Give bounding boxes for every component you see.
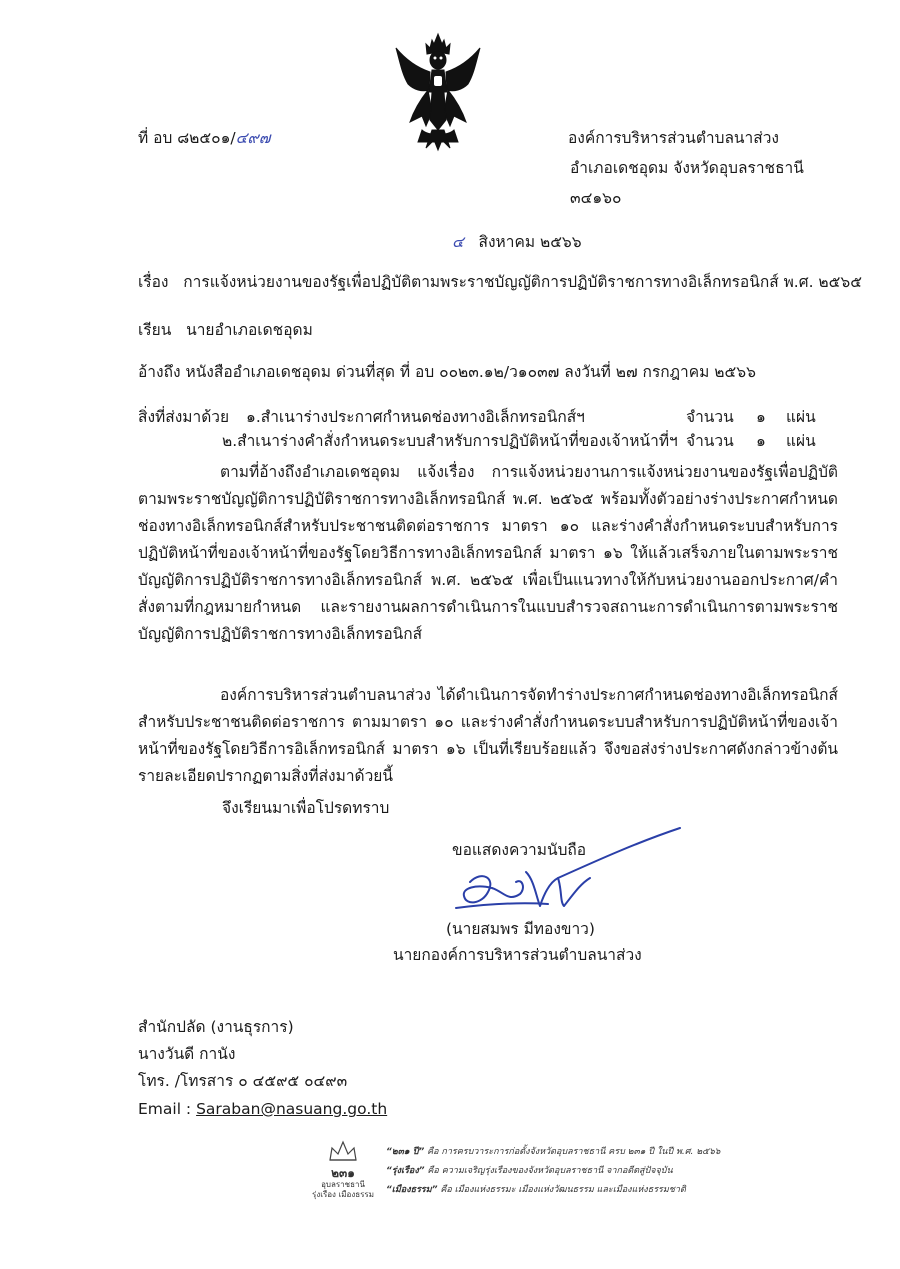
enclosure-item-2: ๒.สำเนาร่างคำสั่งกำหนดระบบสำหรับการปฏิบัติหน้าที่ของเจ้าหน้าที่ฯ — [222, 432, 678, 450]
footer-crown-icon — [326, 1140, 360, 1162]
enclosure-qty-label-2: จำนวน — [686, 432, 734, 450]
footer-logo-number: ๒๓๑ — [331, 1166, 355, 1180]
footer-logo — [308, 1140, 378, 1212]
org-address: อำเภอเดชอุดม จังหวัดอุบลราชธานี — [570, 159, 804, 177]
enclosure-unit-1: แผ่น — [786, 408, 816, 426]
reference-number-handwritten: ๔๙๗ — [235, 129, 271, 147]
letter-date — [452, 232, 582, 253]
contact-email-line — [138, 1099, 387, 1120]
recipient-line — [138, 320, 313, 341]
enclosure-unit-2: แผ่น — [786, 432, 816, 450]
footer-note-desc: คือ เมืองแห่งธรรมะ เมืองแห่งวัฒนธรรม และเมืองแห่งธรรมชาติ — [440, 1185, 686, 1195]
subject-line — [138, 272, 862, 293]
footer-note-term: “๒๓๑ ปี” — [386, 1147, 425, 1157]
enclosure-qty-label-1: จำนวน — [686, 408, 734, 426]
body-paragraph-1 — [138, 459, 838, 648]
footer-note-2 — [386, 1162, 720, 1181]
body-paragraph-1-text: ตามที่อ้างถึงอำเภอเดชอุดม แจ้งเรื่อง การแจ้งหน่วยงานการแจ้งหน่วยงานของรัฐเพื่อปฏิบัติตามพระราชบัญญัติการปฏิบัติราชการทางอิเล็กทรอนิกส์ พ.ศ. ๒๕๖๕ พร้อมทั้งตัวอย่างร่างประกาศกำหนดช่องทางอิเล็กทรอนิกส์สำหรับประชาชนติดต่อราชการ มาตรา ๑๐ และร่างคำสั่งกำหนดระบบสำหรับการปฏิบัติหน้าที่ของเจ้าหน้าที่ของรัฐโดยวิธีการทางอิเล็กทรอนิกส์ มาตรา ๑๖ ให้แล้วเสร็จภายในตามพระราชบัญญัติการปฏิบัติราชการทางอิเล็กทรอนิกส์ พ.ศ. ๒๕๖๕ เพื่อเป็นแนวทางให้กับหน่วยงานออกประกาศ/คำสั่งตามที่กฎหมายกำหนด และรายงานผลการดำเนินการในแบบสำรวจสถานะการดำเนินการตามพระราชบัญญัติการปฏิบัติราชการทางอิเล็กทรอนิกส์ — [138, 463, 838, 643]
closing-request: จึงเรียนมาเพื่อโปรดทราบ — [222, 799, 390, 817]
reference-number-printed: ที่ อบ ๘๒๕๐๑/ — [138, 129, 236, 147]
contact-phone: โทร. /โทรสาร ๐ ๔๕๙๕ ๐๔๙๓ — [138, 1072, 348, 1090]
footer-logo-line-1: อุบลราชธานี — [321, 1180, 365, 1189]
footer-note-desc: คือ การครบวาระการก่อตั้งจังหวัดอุบลราชธานี ครบ ๒๓๑ ปี ในปี พ.ศ. ๒๕๖๖ — [427, 1147, 721, 1157]
footer-logo-line-2: รุ่งเรือง เมืองธรรม — [312, 1190, 374, 1199]
enclosure-qty-1: ๑ — [756, 408, 766, 426]
enclosures-label: สิ่งที่ส่งมาด้วย — [138, 408, 230, 426]
reference-number — [138, 128, 270, 149]
body-paragraph-2 — [138, 682, 838, 790]
signatory-position: นายกองค์การบริหารส่วนตำบลนาส่วง — [393, 946, 642, 964]
date-day-handwritten: ๔ — [452, 233, 464, 251]
salutation: ขอแสดงความนับถือ — [452, 841, 587, 859]
org-postcode: ๓๔๑๖๐ — [570, 189, 622, 207]
footer-note-desc: คือ ความเจริญรุ่งเรืองของจังหวัดอุบลราชธานี จากอดีตสู่ปัจจุบัน — [427, 1166, 673, 1176]
handwritten-signature-icon — [448, 820, 688, 930]
contact-office: สำนักปลัด (งานธุรการ) — [138, 1018, 294, 1036]
reference-line — [138, 362, 756, 383]
subject-label: เรื่อง — [138, 273, 169, 291]
reference-label: อ้างถึง — [138, 363, 181, 381]
footer-notes — [386, 1143, 720, 1200]
date-month-year: สิงหาคม ๒๕๖๖ — [478, 233, 582, 251]
footer-note-1 — [386, 1143, 720, 1162]
recipient-label: เรียน — [138, 321, 172, 339]
recipient-text: นายอำเภอเดชอุดม — [186, 321, 313, 339]
enclosure-qty-2: ๑ — [756, 432, 766, 450]
email-label: Email : — [138, 1100, 192, 1118]
reference-text: หนังสืออำเภอเดชอุดม ด่วนที่สุด ที่ อบ ๐๐๒๓.๑๒/ว๑๐๓๗ ลงวันที่ ๒๗ กรกฎาคม ๒๕๖๖ — [185, 363, 756, 381]
signatory-name: (นายสมพร มีทองขาว) — [446, 920, 595, 938]
garuda-emblem-icon — [392, 30, 484, 152]
body-paragraph-2-text: องค์การบริหารส่วนตำบลนาส่วง ได้ดำเนินการจัดทำร่างประกาศกำหนดช่องทางอิเล็กทรอนิกส์สำหรับประชาชนติดต่อราชการ ตามมาตรา ๑๐ และร่างคำสั่งกำหนดระบบสำหรับการปฏิบัติหน้าที่ของเจ้าหน้าที่ของรัฐโดยวิธีการอิเล็กทรอนิกส์ มาตรา ๑๖ เป็นที่เรียบร้อยแล้ว จึงขอส่งร่างประกาศดังกล่าวข้างต้นรายละเอียดปรากฏตามสิ่งที่ส่งมาด้วยนี้ — [138, 686, 838, 785]
email-link[interactable]: Saraban@nasuang.go.th — [196, 1100, 388, 1118]
footer-note-term: “เมืองธรรม” — [386, 1185, 438, 1195]
org-name: องค์การบริหารส่วนตำบลนาส่วง — [568, 129, 779, 147]
footer-note-term: “รุ่งเรือง” — [386, 1166, 425, 1176]
enclosure-item-1: ๑.สำเนาร่างประกาศกำหนดช่องทางอิเล็กทรอนิกส์ฯ — [246, 408, 585, 426]
footer-note-3 — [386, 1181, 720, 1200]
subject-text: การแจ้งหน่วยงานของรัฐเพื่อปฏิบัติตามพระราชบัญญัติการปฏิบัติราชการทางอิเล็กทรอนิกส์ พ.ศ. ๒๕๖๕ — [183, 273, 862, 291]
contact-person: นางวันดี กานัง — [138, 1045, 236, 1063]
